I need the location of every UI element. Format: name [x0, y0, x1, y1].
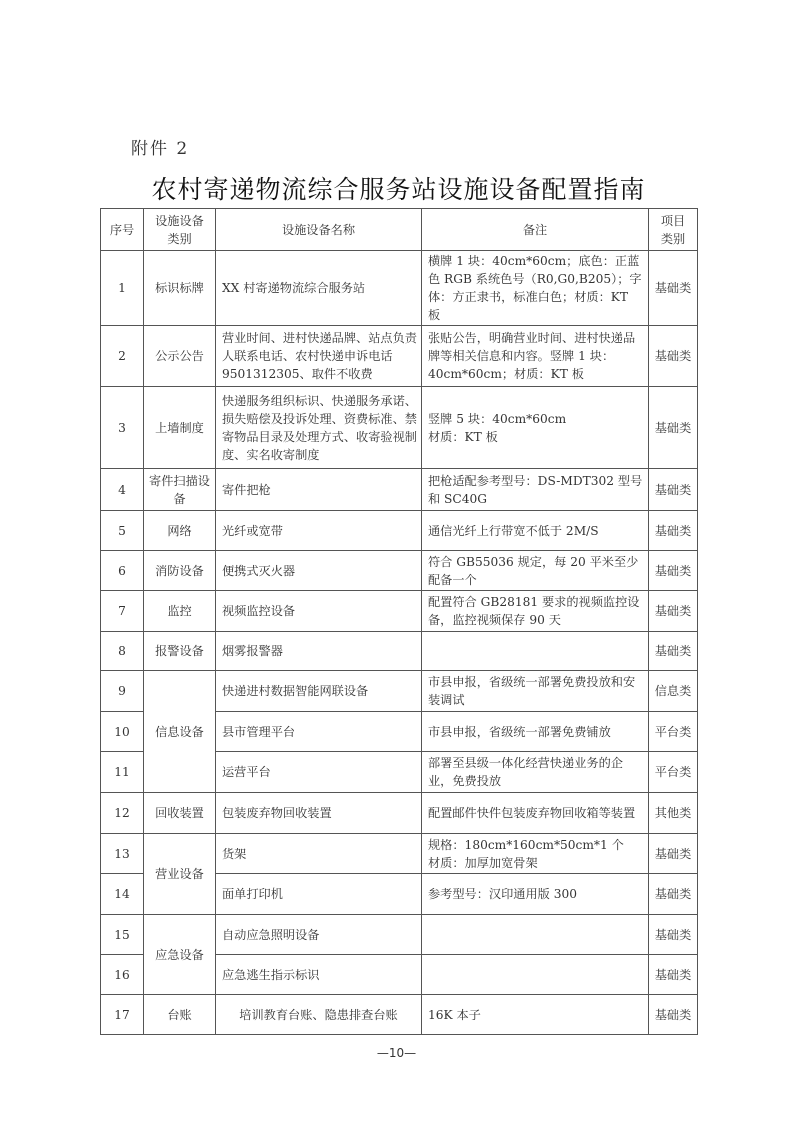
row-type: 基础类 — [649, 874, 698, 915]
row-name: 培训教育台账、隐患排查台账 — [216, 995, 422, 1035]
row-no: 14 — [101, 874, 144, 915]
row-no: 12 — [101, 793, 144, 834]
row-category: 标识标牌 — [144, 251, 216, 326]
row-type: 其他类 — [649, 793, 698, 834]
row-no: 17 — [101, 995, 144, 1035]
row-category: 上墙制度 — [144, 387, 216, 469]
header-type-line1: 项目 — [660, 213, 686, 228]
row-remark: 通信光纤上行带宽不低于 2M/S — [422, 511, 649, 551]
row-remark-line2: 材质：加厚加宽骨架 — [428, 855, 538, 870]
row-category: 应急设备 — [144, 915, 216, 995]
row-type: 信息类 — [649, 671, 698, 712]
table-row — [101, 834, 698, 874]
row-remark: 把枪适配参考型号：DS-MDT302 型号和 SC40G — [422, 469, 649, 511]
row-type: 基础类 — [649, 387, 698, 469]
row-type: 基础类 — [649, 511, 698, 551]
row-no: 7 — [101, 591, 144, 632]
row-remark: 横牌 1 块：40cm*60cm；底色：正蓝色 RGB 系统色号（R0,G0,B205）；字体：方正隶书，标准白色；材质：KT 板 — [422, 251, 649, 326]
row-name: 应急逃生指示标识 — [216, 955, 422, 995]
row-remark: 市县申报，省级统一部署免费铺放 — [422, 712, 649, 752]
table-row — [101, 469, 698, 511]
row-category: 营业设备 — [144, 834, 216, 915]
attachment-label: 附件 2 — [131, 139, 190, 159]
row-category: 报警设备 — [144, 632, 216, 671]
row-type: 平台类 — [649, 712, 698, 752]
row-type: 平台类 — [649, 752, 698, 793]
row-type: 基础类 — [649, 251, 698, 326]
row-remark: 配置邮件快件包装废弃物回收箱等装置 — [422, 793, 649, 834]
table-row — [101, 251, 698, 326]
row-type: 基础类 — [649, 915, 698, 955]
row-name: 包装废弃物回收装置 — [216, 793, 422, 834]
row-no: 4 — [101, 469, 144, 511]
header-category — [144, 209, 216, 251]
row-category: 回收装置 — [144, 793, 216, 834]
row-no: 6 — [101, 551, 144, 591]
row-name: 视频监控设备 — [216, 591, 422, 632]
table-row — [101, 511, 698, 551]
table-row — [101, 632, 698, 671]
table-row — [101, 995, 698, 1035]
document-title: 农村寄递物流综合服务站设施设备配置指南 — [151, 175, 646, 204]
row-remark-line1: 竖牌 5 块：40cm*60cm — [428, 411, 567, 426]
row-type: 基础类 — [649, 995, 698, 1035]
header-no: 序号 — [101, 209, 144, 251]
row-name: 快递服务组织标识、快递服务承诺、损失赔偿及投诉处理、资费标准、禁寄物品目录及处理方式、收寄验视制度、实名收寄制度 — [216, 387, 422, 469]
header-category-line1: 设施设备 — [155, 213, 204, 228]
row-no: 11 — [101, 752, 144, 793]
row-type: 基础类 — [649, 632, 698, 671]
row-no: 13 — [101, 834, 144, 874]
row-remark — [422, 387, 649, 469]
row-remark-line1: 规格：180cm*160cm*50cm*1 个 — [428, 837, 624, 852]
row-remark — [422, 834, 649, 874]
row-category: 寄件扫描设备 — [144, 469, 216, 511]
row-remark: 市县申报，省级统一部署免费投放和安装调试 — [422, 671, 649, 712]
row-name: 快递进村数据智能网联设备 — [216, 671, 422, 712]
row-name: XX 村寄递物流综合服务站 — [216, 251, 422, 326]
row-remark — [422, 955, 649, 995]
row-category: 台账 — [144, 995, 216, 1035]
row-name: 自动应急照明设备 — [216, 915, 422, 955]
row-name: 便携式灭火器 — [216, 551, 422, 591]
row-name: 光纤或宽带 — [216, 511, 422, 551]
row-remark — [422, 632, 649, 671]
row-no: 9 — [101, 671, 144, 712]
table-row — [101, 326, 698, 387]
row-remark: 参考型号：汉印通用版 300 — [422, 874, 649, 915]
header-category-line2: 类别 — [167, 231, 192, 246]
row-type: 基础类 — [649, 955, 698, 995]
table-row — [101, 551, 698, 591]
row-remark-line2: 材质：KT 板 — [428, 429, 498, 444]
row-no: 8 — [101, 632, 144, 671]
row-category: 信息设备 — [144, 671, 216, 793]
row-category: 监控 — [144, 591, 216, 632]
row-name: 运营平台 — [216, 752, 422, 793]
row-type: 基础类 — [649, 551, 698, 591]
row-no: 15 — [101, 915, 144, 955]
header-name: 设施设备名称 — [216, 209, 422, 251]
header-type — [649, 209, 698, 251]
header-remark: 备注 — [422, 209, 649, 251]
row-type: 基础类 — [649, 326, 698, 387]
row-no: 16 — [101, 955, 144, 995]
row-remark — [422, 915, 649, 955]
row-no: 10 — [101, 712, 144, 752]
row-remark: 16K 本子 — [422, 995, 649, 1035]
row-remark: 配置符合 GB28181 要求的视频监控设备，监控视频保存 90 天 — [422, 591, 649, 632]
equipment-table — [100, 208, 698, 1035]
table-header-row — [101, 209, 698, 251]
table-row — [101, 591, 698, 632]
row-remark: 符合 GB55036 规定，每 20 平米至少配备一个 — [422, 551, 649, 591]
row-type: 基础类 — [649, 834, 698, 874]
row-remark: 张贴公告，明确营业时间、进村快递品牌等相关信息和内容。竖牌 1 块：40cm*60cm；材质：KT 板 — [422, 326, 649, 387]
row-type: 基础类 — [649, 469, 698, 511]
row-name: 营业时间、进村快递品牌、站点负责人联系电话、农村快递申诉电话 9501312305、取件不收费 — [216, 326, 422, 387]
table-row — [101, 915, 698, 955]
page-number: —10— — [376, 1046, 417, 1060]
row-no: 1 — [101, 251, 144, 326]
row-name: 货架 — [216, 834, 422, 874]
row-category: 公示公告 — [144, 326, 216, 387]
row-name: 寄件把枪 — [216, 469, 422, 511]
table-row — [101, 671, 698, 712]
row-type: 基础类 — [649, 591, 698, 632]
row-no: 5 — [101, 511, 144, 551]
header-type-line2: 类别 — [660, 231, 686, 246]
row-no: 2 — [101, 326, 144, 387]
row-no: 3 — [101, 387, 144, 469]
row-name: 面单打印机 — [216, 874, 422, 915]
table-row — [101, 387, 698, 469]
row-name: 县市管理平台 — [216, 712, 422, 752]
table-row — [101, 793, 698, 834]
row-remark: 部署至县级一体化经营快递业务的企业，免费投放 — [422, 752, 649, 793]
row-category: 网络 — [144, 511, 216, 551]
row-name: 烟雾报警器 — [216, 632, 422, 671]
row-category: 消防设备 — [144, 551, 216, 591]
